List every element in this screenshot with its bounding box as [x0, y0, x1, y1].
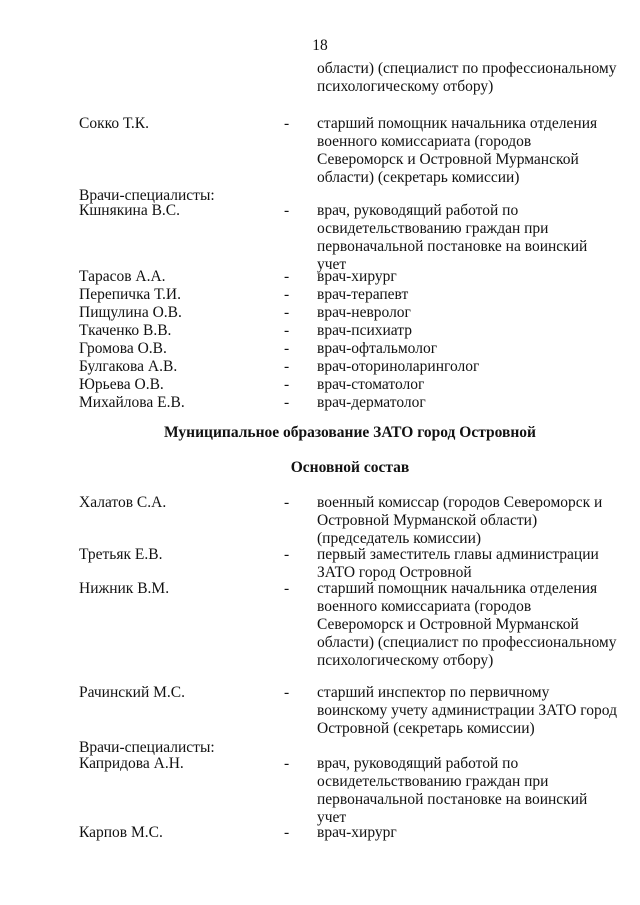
member-role: старший помощник начальника отделения военного комиссариата (городов Североморск и Островной Мурманской области) (специалист по профессиональному психологическому отбору)	[317, 580, 617, 669]
member-row	[0, 546, 640, 581]
member-row	[0, 684, 640, 737]
member-row	[0, 494, 640, 547]
member-row	[0, 580, 640, 669]
doctor-role: врач, руководящий работой по освидетельствованию граждан при первоначальной постановке на воинский учет	[317, 202, 588, 273]
doctor-role: врач-терапевт	[317, 286, 409, 303]
doctor-row	[0, 376, 640, 394]
member-name: Сокко Т.К.	[79, 115, 149, 132]
doctor-name: Юрьева О.В.	[79, 376, 164, 393]
member-name: Третьяк Е.В.	[79, 546, 163, 563]
doctor-name: Булгакова А.В.	[79, 358, 178, 375]
doctor-row	[0, 322, 640, 340]
doctor-name: Капридова А.Н.	[79, 755, 184, 772]
doctor-dash: -	[284, 268, 290, 285]
continuation-text: области) (специалист по профессиональному психологическому отбору)	[317, 60, 617, 95]
doctor-row	[0, 394, 640, 412]
member-row	[0, 115, 640, 186]
page-number: 18	[312, 37, 328, 54]
doctor-name: Громова О.В.	[79, 340, 167, 357]
member-name: Рачинский М.С.	[79, 684, 186, 701]
doctor-role: врач-дерматолог	[317, 394, 426, 411]
doctor-dash: -	[284, 340, 290, 357]
doctor-name: Кшнякина В.С.	[79, 202, 180, 219]
doctor-name: Михайлова Е.В.	[79, 394, 185, 411]
doctor-row	[0, 824, 640, 842]
doctor-dash: -	[284, 322, 290, 339]
doctor-name: Карпов М.С.	[79, 824, 163, 841]
doctor-dash: -	[284, 358, 290, 375]
member-dash: -	[284, 684, 290, 701]
member-name: Халатов С.А.	[79, 494, 167, 511]
member-role: старший помощник начальника отделения военного комиссариата (городов Североморск и Островной Мурманской области) (секретарь комиссии)	[317, 115, 598, 186]
doctor-dash: -	[284, 376, 290, 393]
doctor-name: Пищулина О.В.	[79, 304, 182, 321]
doctor-role: врач-невролог	[317, 304, 411, 321]
doctor-dash: -	[284, 304, 290, 321]
doctor-role: врач-офтальмолог	[317, 340, 438, 357]
doctor-row	[0, 358, 640, 376]
doctors-label: Врачи-специалисты:	[79, 739, 215, 756]
doctor-dash: -	[284, 755, 290, 772]
member-dash: -	[284, 494, 290, 511]
doctor-row	[0, 340, 640, 358]
doctor-row	[0, 268, 640, 286]
doctor-role: врач-стоматолог	[317, 376, 425, 393]
doctor-role: врач-психиатр	[317, 322, 412, 339]
continuation-row	[0, 60, 640, 95]
member-name: Нижник В.М.	[79, 580, 170, 597]
doctor-name: Ткаченко В.В.	[79, 322, 172, 339]
doctor-dash: -	[284, 824, 290, 841]
doctor-row	[0, 286, 640, 304]
doctor-row	[0, 755, 640, 826]
member-role: старший инспектор по первичному воинскому учету администрации ЗАТО город Островной (секретарь комиссии)	[317, 684, 617, 737]
member-role: первый заместитель главы администрации ЗАТО город Островной	[317, 546, 599, 581]
doctor-role: врач, руководящий работой по освидетельствованию граждан при первоначальной постановке на воинский учет	[317, 755, 588, 826]
doctor-name: Тарасов А.А.	[79, 268, 166, 285]
doctor-dash: -	[284, 394, 290, 411]
member-dash: -	[284, 546, 290, 563]
doctor-role: врач-хирург	[317, 268, 397, 285]
member-dash: -	[284, 115, 290, 132]
doctor-name: Перепичка Т.И.	[79, 286, 181, 303]
section-title: Муниципальное образование ЗАТО город Островной	[164, 424, 536, 441]
doctor-role: врач-оториноларинголог	[317, 358, 480, 375]
doctor-dash: -	[284, 286, 290, 303]
doctor-row	[0, 202, 640, 273]
subsection-title: Основной состав	[290, 459, 410, 476]
doctors-label: Врачи-специалисты:	[79, 187, 215, 204]
doctor-role: врач-хирург	[317, 824, 397, 841]
doctor-dash: -	[284, 202, 290, 219]
member-dash: -	[284, 580, 290, 597]
doctor-row	[0, 304, 640, 322]
member-role: военный комиссар (городов Североморск и Островной Мурманской области) (председатель комиссии)	[317, 494, 603, 547]
